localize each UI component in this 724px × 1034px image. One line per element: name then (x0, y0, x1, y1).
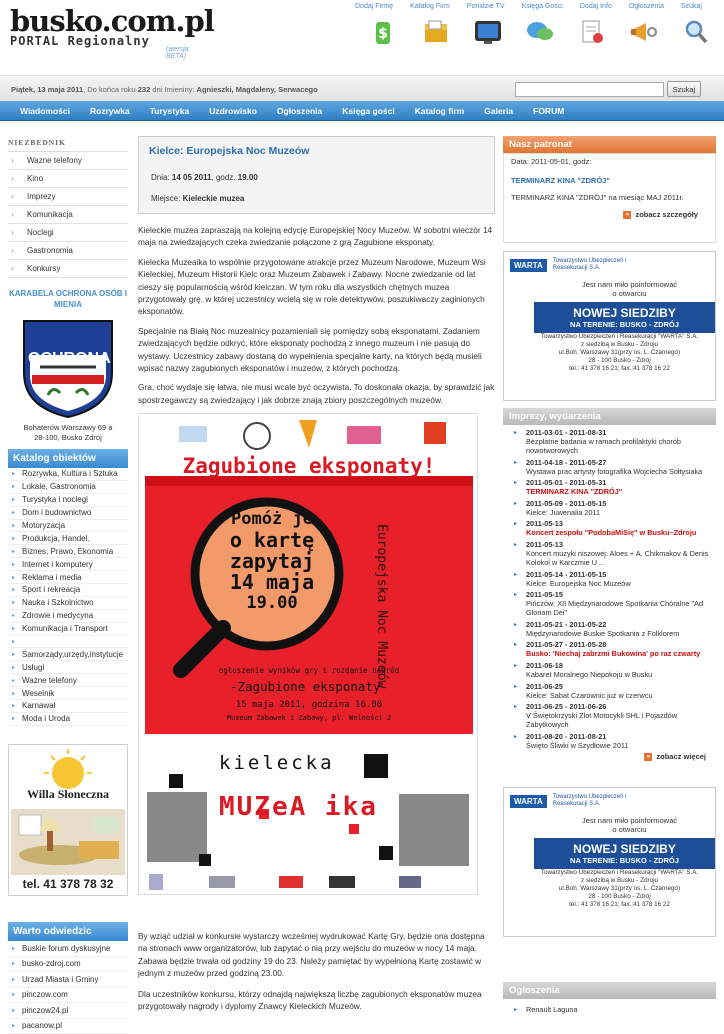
willa-name: Willa Słoneczna (9, 787, 127, 802)
bullet-arrow-icon: ▸ (12, 625, 22, 632)
katalog-item-label: Nauka i Szkolnictwo (22, 598, 94, 607)
katalog-item-label: Internet i komputery (22, 560, 93, 569)
bullet-arrow-icon: ▸ (514, 500, 517, 509)
warta-addr4: 28 - 100 Busko - Zdrój (524, 893, 715, 901)
more-arrow-icon: » (644, 753, 652, 761)
event-text[interactable]: TERMINARZ KINA "ZDRÓJ" (526, 487, 716, 496)
niezbednik-title: NIEZBEDNIK (8, 136, 128, 152)
warto-title: Warto odwiedzic (8, 922, 128, 941)
top-links (355, 3, 724, 10)
warta-logo: WARTA (510, 259, 547, 272)
niezbednik-item[interactable] (8, 170, 128, 188)
article-header (138, 136, 495, 214)
bullet-arrow-icon: ▸ (12, 702, 22, 709)
patron-title: Nasz patronat (503, 136, 716, 153)
katalog-item-label: Zdrowie i medycyna (22, 611, 93, 620)
bullet-arrow-icon: ▸ (12, 664, 22, 671)
bullet-arrow-icon: ▸ (12, 1022, 22, 1029)
bullet-arrow-icon: › (11, 174, 27, 183)
niezbednik-item[interactable] (8, 224, 128, 242)
karabela-address-1: Bohaterów Warszawy 69 a (8, 423, 128, 433)
event-date: 2011-05-15 (526, 590, 716, 599)
poster-headline: Zagubione eksponaty! (139, 454, 478, 478)
katalog-item-label: Produkcja, Handel. (22, 534, 90, 543)
warto-item[interactable] (8, 972, 128, 988)
katalog-item[interactable] (8, 558, 128, 571)
event-item[interactable] (503, 640, 716, 658)
event-item[interactable] (503, 661, 716, 679)
bullet-arrow-icon: ▸ (12, 599, 22, 606)
date-after: dni Imieniny: (150, 85, 196, 94)
willa-phone: tel. 41 378 78 32 (9, 877, 127, 891)
warta-line2: o otwarciu (544, 289, 715, 298)
katalog-item-label: Motoryzacja (22, 521, 65, 530)
niezbednik-item-label: Gastronomia (27, 246, 73, 255)
poster-l1: Pomóż je (207, 509, 337, 530)
poster-kielecka: kielecka (219, 752, 335, 774)
bullet-arrow-icon: ▸ (12, 470, 22, 477)
megaphone-icon[interactable] (624, 16, 664, 48)
ogloszenie-label: Renault Laguna (526, 1005, 716, 1014)
niezbednik-item-label: Kino (27, 174, 43, 183)
event-text[interactable]: Kabaret Moralnego Niepokoju w Busku (526, 670, 716, 679)
top-link[interactable]: Dodaj Firmę (355, 3, 393, 10)
bullet-arrow-icon: ▸ (514, 591, 517, 600)
imprezy-title: Imprezy, wydarzenia (503, 408, 716, 425)
katalog-item-label: Weselnik (22, 689, 54, 698)
bullet-arrow-icon: › (11, 192, 27, 201)
katalog-item-label: Sport i rekreacja (22, 585, 80, 594)
warto-item-label: pinczow.com (22, 990, 68, 999)
top-link[interactable]: Szukaj (681, 3, 702, 10)
katalog-item-label: Reklama i media (22, 573, 82, 582)
katalog-item[interactable] (8, 636, 128, 649)
warta-big2: NA TERENIE: BUSKO - ZDRÓJ (534, 856, 715, 865)
place-value: Kieleckie muzea (183, 194, 245, 203)
warto-box (8, 922, 128, 1034)
karabela-logo-sub: KARABELA (38, 398, 98, 404)
date-label: Dnia: (151, 173, 172, 182)
bullet-arrow-icon: ▸ (12, 651, 22, 658)
event-item[interactable] (503, 499, 716, 517)
bullet-arrow-icon: ▸ (514, 571, 517, 580)
niezbednik-item-label: Imprezy (27, 192, 55, 201)
event-text[interactable]: Wystawa prac artysty fotografika Wojciecha Sołtysiaka (526, 467, 716, 476)
top-link[interactable]: Dodaj Info (580, 3, 612, 10)
warto-item-label: pinczow24.pl (22, 1006, 68, 1015)
article-meta (149, 167, 484, 209)
bullet-arrow-icon: ▸ (12, 690, 22, 697)
warta-header (504, 252, 715, 278)
warta-banner-1[interactable] (503, 251, 716, 401)
bullet-arrow-icon: ▸ (12, 586, 22, 593)
article-body (138, 224, 495, 406)
willa-banner[interactable] (8, 744, 128, 896)
katalog-item[interactable] (8, 700, 128, 713)
logo-beta: (wersja BETA) (166, 46, 189, 60)
more-arrow-icon: » (623, 211, 631, 219)
bullet-arrow-icon: ▸ (514, 429, 517, 438)
katalog-item-label: Usługi (22, 663, 44, 672)
katalog-item[interactable] (8, 494, 128, 507)
event-item[interactable] (503, 458, 716, 476)
imprezy-more-link[interactable] (503, 752, 716, 761)
bullet-arrow-icon: ▸ (12, 715, 22, 722)
niezbednik-item-label: Komunikacja (27, 210, 73, 219)
days-left: 232 (138, 85, 151, 94)
karabela-address-2: 28-100, Busko Zdrój (8, 433, 128, 443)
bullet-arrow-icon: ▸ (514, 662, 517, 671)
main-content (138, 136, 495, 895)
right-column (503, 136, 716, 937)
niezbednik-item-label: Konkursy (27, 264, 60, 273)
event-item[interactable] (503, 570, 716, 588)
logo-main: busko.com.pl (10, 6, 185, 36)
article-paragraph: By wziąć udział w konkursie wystarczy wcześniej wydrukować Kartę Gry, będzie ona dostępna na stronach www organizatorów, lub zapytać o nią przy wejściu do muzeów w nocy 14 maja. Zabawa będzie trwała od godziny 19 do 23. Należy pamiętać by wypełnioną Kartę zostawić w jednym z muzeów przed godziną 23.00. (138, 930, 495, 980)
warto-item-label: Urzad Miasta i Gminy (22, 975, 98, 984)
patron-box (503, 153, 716, 243)
warta-addr2: z siedzibą w Busku - Zdroju (524, 341, 715, 349)
article-footer (138, 930, 495, 1020)
event-item[interactable] (503, 519, 716, 537)
patron-more-label: zobacz szczegóły (635, 210, 698, 219)
event-date: 2011-06-18 (526, 661, 716, 670)
katalog-item-label: Komunikacja i Transport (22, 624, 108, 633)
imprezy-more-label: zobacz więcej (656, 752, 706, 761)
bullet-arrow-icon: ▸ (514, 733, 517, 742)
bullet-arrow-icon: ▸ (514, 520, 517, 529)
bullet-arrow-icon: ▸ (12, 976, 22, 983)
bullet-arrow-icon: ▸ (12, 1007, 22, 1014)
warta-company: Towarzystwo Ubezpieczeń i Reasekuracji S.A. (553, 794, 653, 808)
warta-header (504, 788, 715, 814)
nav-item[interactable]: Galeria (474, 106, 523, 116)
top-link[interactable]: Księga Gości (522, 3, 563, 10)
warta-addr5: tel.: 41 378 16 21; fax.:41 378 16 22 (524, 365, 715, 373)
bullet-arrow-icon: ▸ (514, 1006, 517, 1015)
main-nav (0, 101, 724, 121)
katalog-item[interactable] (8, 687, 128, 700)
warto-item-label: Buskie forum dyskusyjne (22, 944, 110, 953)
date-value: 14 05 2011 (172, 173, 212, 182)
katalog-item-label: Karnawał (22, 701, 55, 710)
event-item[interactable] (503, 682, 716, 700)
event-item[interactable] (503, 702, 716, 729)
event-item[interactable] (503, 540, 716, 567)
patron-event[interactable]: TERMINARZ KINA "ZDRÓJ" (511, 176, 708, 185)
search-button[interactable]: Szukaj (667, 81, 701, 97)
article-title: Kielce: Europejska Noc Muzeów (149, 145, 484, 157)
bullet-arrow-icon: ▸ (12, 509, 22, 516)
event-text[interactable]: Święto Śliwki w Szydłowie 2011 (526, 741, 716, 750)
nav-item[interactable]: Wiadomości (9, 106, 80, 116)
katalog-item[interactable] (8, 507, 128, 520)
event-date: 2011-05-27 - 2011-05-28 (526, 640, 716, 649)
warta-banner-2[interactable] (503, 787, 716, 937)
katalog-item[interactable] (8, 661, 128, 674)
article-paragraph: Kieleckie muzea zapraszają na kolejną edycję Europejskiej Nocy Muzeów. W sobotni wieczór 14 maja na zwiedzających czeka zwiedzanie połączone z grą Zagubione eksponaty. (138, 224, 495, 249)
patron-date: Data: 2011-05-01, godz: (511, 157, 708, 166)
niezbednik-item[interactable] (8, 242, 128, 260)
nav-item[interactable]: FORUM (523, 106, 574, 116)
katalog-item-label: Rozrywka, Kultura i Sztuka (22, 469, 118, 478)
katalog-item-label: Lokale, Gastronomia (22, 482, 96, 491)
add-info-icon[interactable] (572, 16, 612, 48)
event-date: 2011-05-13 (526, 519, 716, 528)
bullet-arrow-icon: ▸ (12, 638, 22, 645)
top-link[interactable]: Ogłoszenia (629, 3, 664, 10)
bullet-arrow-icon: › (11, 246, 27, 255)
katalog-item[interactable] (8, 468, 128, 481)
warta-big2: NA TERENIE: BUSKO - ZDRÓJ (534, 320, 715, 329)
warta-addr1: Towarzystwo Ubezpieczeń i Reasekuracji "WARTA" S.A. (524, 869, 715, 877)
bullet-arrow-icon: ▸ (12, 960, 22, 967)
bullet-arrow-icon: ▸ (514, 621, 517, 630)
poster-muzeaika: MUZeA ika (219, 792, 378, 822)
patron-more-link[interactable] (511, 210, 708, 219)
bullet-arrow-icon: › (11, 210, 27, 219)
toolbar (364, 14, 716, 50)
poster-when: 15 maja 2011, godzina 16.00 (139, 700, 478, 710)
event-date: 2011-05-13 (526, 540, 716, 549)
warta-logo: WARTA (510, 795, 547, 808)
date-day: Piątek, 13 maja 2011 (11, 85, 83, 94)
article-paragraph: Kielecka Muzeaika to wspólnie przygotowane atrakcje przez Muzeum Narodowe, Muzeum Wsi Kieleckiej, Muzeum Historii Kielc oraz Muzeum Zabawek i Zabawy. Nocne zwiedzanie od lat cieszy się popularnością wśród kielczan. W tym roku dla wszystkich chętnych muzea przygotowały grę, w której uczestnicy wcielą się w role detektywów, poszukiwaczy zaginionych eksponatów. (138, 256, 495, 318)
ogloszenia-title: Ogłoszenia (503, 982, 716, 999)
karabela-address (8, 423, 128, 443)
warta-line2: o otwarciu (544, 825, 715, 834)
bullet-arrow-icon: ▸ (514, 541, 517, 550)
poster-l3: zapytaj (207, 551, 337, 572)
bullet-arrow-icon: › (11, 156, 27, 165)
event-item[interactable] (503, 428, 716, 455)
katalog-item[interactable] (8, 597, 128, 610)
event-text[interactable]: Kielce: Europejska Noc Muzeów (526, 579, 716, 588)
warto-item[interactable] (8, 957, 128, 973)
article-paragraph: Gra, choć wydaje się łatwa, nie musi wcale być oczywista. To doskonała okazja, by sprawdzić jak spostrzegawczy są zwiedzający i jak dobrze znają zbiory poszczególnych muzeów. (138, 381, 495, 406)
bullet-arrow-icon: ▸ (12, 483, 22, 490)
katalog-item[interactable] (8, 532, 128, 545)
date-mid: , Do końca roku (83, 85, 138, 94)
tv-icon[interactable] (468, 16, 508, 48)
nav-item[interactable]: Turystyka (140, 106, 200, 116)
top-link[interactable]: Katalog Firm (410, 3, 450, 10)
event-poster (138, 413, 478, 895)
poster-l5: 19.00 (207, 593, 337, 614)
warto-item[interactable] (8, 941, 128, 957)
name-days: Agnieszki, Magdaleny, Serwacego (197, 85, 318, 94)
warta-addr1: Towarzystwo Ubezpieczeń i Reasekuracji "WARTA" S.A. (524, 333, 715, 341)
katalog-item-label: Turystyka i noclegi (22, 495, 88, 504)
niezbednik-item[interactable] (8, 206, 128, 224)
warto-item-label: pacanow.pl (22, 1021, 62, 1030)
event-date: 2011-06-25 (526, 682, 716, 691)
katalog-item[interactable] (8, 520, 128, 533)
warto-item[interactable] (8, 1003, 128, 1019)
katalog-item[interactable] (8, 545, 128, 558)
event-date: 2011-06-25 - 2011-06-26 (526, 702, 716, 711)
bullet-arrow-icon: ▸ (12, 496, 22, 503)
katalog-item[interactable] (8, 481, 128, 494)
event-date: 2011-05-14 - 2011-05-15 (526, 570, 716, 579)
event-date: 2011-08-20 - 2011-08-21 (526, 732, 716, 741)
katalog-item[interactable] (8, 610, 128, 623)
search-icon[interactable] (676, 16, 716, 48)
warta-addr3: ul.Boh. Warszawy 31(przy os. L. Czarnego) (524, 885, 715, 893)
katalog-item[interactable] (8, 648, 128, 661)
svg-text:$: $ (378, 26, 388, 42)
article-date (151, 167, 484, 188)
karabela-logo-text: OCHRONA (28, 350, 108, 368)
event-item[interactable] (503, 590, 716, 617)
warta-big1: NOWEJ SIEDZIBY (534, 306, 715, 320)
event-text[interactable]: Bezpłatne badania w ramach profilaktyki chorób nowotworowych (526, 437, 716, 455)
niezbednik-item[interactable] (8, 188, 128, 206)
warta-headline-block (534, 302, 715, 333)
article-paragraph: Specjalnie na Białą Noc muzealnicy pozamieniali się pomiędzy sobą eksponatami. Zadaniem zwiedzających będzie odkryć, które eksponaty pochodzą z innego muzeum i nie pasują do wystawy. Uczestnicy zabawy dostaną do wypełnienia specjalne karty, na których będą musieli wpisać nazwy zagubionych eksponatów i muzeów, z których pochodzą. (138, 325, 495, 375)
patron-desc: TERMINARZ KINA "ZDRÓJ" na miesiąc MAJ 2011r. (511, 193, 708, 202)
left-column (8, 136, 128, 896)
nav-item[interactable]: Katalog firm (405, 106, 475, 116)
nav-item[interactable]: Rozrywka (80, 106, 140, 116)
niezbednik-item-label: Noclegi (27, 228, 54, 237)
event-item[interactable] (503, 478, 716, 496)
bullet-arrow-icon: ▸ (12, 522, 22, 529)
time-label: , godz. (212, 173, 238, 182)
warta-line1: Jest nam miło poinformować (544, 280, 715, 289)
katalog-item-label: Dom i budownictwo (22, 508, 91, 517)
site-logo[interactable] (10, 6, 185, 58)
event-date: 2011-03-01 - 2011-08-31 (526, 428, 716, 437)
ogloszenia-box (503, 982, 716, 1014)
bullet-arrow-icon: ▸ (12, 991, 22, 998)
nav-item[interactable]: Uzdrowisko (199, 106, 267, 116)
bullet-arrow-icon: ▸ (12, 561, 22, 568)
event-text[interactable]: Kielce: Juwenalia 2011 (526, 508, 716, 517)
katalog-item-label: Samorządy,urzędy,instytucje (22, 650, 123, 659)
event-item[interactable] (503, 732, 716, 750)
katalog-item[interactable] (8, 713, 128, 726)
warta-headline-block (534, 838, 715, 869)
time-value: 19.00 (238, 173, 258, 182)
event-item[interactable] (503, 620, 716, 638)
folder-icon[interactable] (416, 16, 456, 48)
event-text[interactable]: Pińczów: XII Międzynarodowe Spotkania Chóralne "Ad Gloriam Dei" (526, 599, 716, 617)
article-paragraph: Dla uczestników konkursu, którzy odnajdą największą liczbę zagubionych eksponatów muzea przygotowały nagrody i dyplomy Znawcy Kieleckich Muzeów. (138, 988, 495, 1013)
logo-sub: PORTAL Regionalny (10, 34, 185, 48)
warta-company: Towarzystwo Ubezpieczeń i Reasekuracji S.A. (553, 258, 653, 272)
bullet-arrow-icon: ▸ (12, 677, 22, 684)
search-input[interactable] (515, 82, 664, 97)
article-place (151, 188, 484, 209)
katalog-item-label: Ważne telefony (22, 676, 77, 685)
warto-item-label: busko-zdroj.com (22, 959, 81, 968)
poster-vertical: Europejska Noc Muzeów (374, 524, 389, 704)
bullet-arrow-icon: ▸ (12, 535, 22, 542)
bullet-arrow-icon: ▸ (12, 574, 22, 581)
event-date: 2011-05-01 - 2011-05-31 (526, 478, 716, 487)
guestbook-icon[interactable] (520, 16, 560, 48)
place-label: Miejsce: (151, 194, 183, 203)
poster-title2: -Zagubione eksponaty- (139, 679, 478, 694)
niezbednik-item[interactable] (8, 152, 128, 170)
katalog-item-label: Moda i Uroda (22, 714, 70, 723)
niezbednik-item-label: Wazne telefony (27, 156, 82, 165)
date-line (11, 85, 318, 94)
warta-addr3: ul.Boh. Warszawy 31(przy os. L. Czarnego) (524, 349, 715, 357)
event-text[interactable]: Busko: 'Niechaj zabrzmi Bukowina' po raz czwarty (526, 649, 716, 658)
nav-item[interactable]: Ogłoszenia (267, 106, 332, 116)
poster-announce: ogłoszenie wyników gry i rozdanie nagród (139, 666, 478, 675)
poster-where: Muzeum Zabawek i Zabawy, pl. Wolności 2 (139, 714, 478, 722)
bullet-arrow-icon: ▸ (12, 612, 22, 619)
bullet-arrow-icon: ▸ (514, 479, 517, 488)
bullet-arrow-icon: ▸ (12, 548, 22, 555)
karabela-title[interactable]: KARABELA OCHRONA OSÓB I MIENIA (8, 288, 128, 310)
katalog-title: Katalog obiektów (8, 449, 128, 468)
top-link[interactable]: Ponidzie TV (467, 3, 505, 10)
warta-line1: Jest nam miło poinformować (544, 816, 715, 825)
warto-item[interactable] (8, 988, 128, 1004)
bullet-arrow-icon: ▸ (12, 945, 22, 952)
event-text[interactable]: Koncert muzyki niszowej: Aloes + A. Chikmakov & Denis Kolokol w Karczmie U ... (526, 549, 716, 567)
event-date: 2011-05-21 - 2011-05-22 (526, 620, 716, 629)
bullet-arrow-icon: › (11, 264, 27, 273)
katalog-item-label: Biznes, Prawo, Ekonomia (22, 547, 113, 556)
nav-item[interactable]: Księga gości (332, 106, 404, 116)
event-date: 2011-05-09 - 2011-05-15 (526, 499, 716, 508)
bullet-arrow-icon: ▸ (514, 703, 517, 712)
event-text[interactable]: V Świętokrzyski Zlot Motocykli SHL i Pojazdów Zabytkowych (526, 711, 716, 729)
warta-big1: NOWEJ SIEDZIBY (534, 842, 715, 856)
poster-center (207, 509, 337, 614)
bullet-arrow-icon: ▸ (514, 641, 517, 650)
katalog-item[interactable] (8, 571, 128, 584)
event-date: 2011-04-18 - 2011-05-27 (526, 458, 716, 467)
warta-addr2: z siedzibą w Busku - Zdroju (524, 877, 715, 885)
warto-item[interactable] (8, 1019, 128, 1034)
niezbednik-item[interactable] (8, 260, 128, 278)
bullet-arrow-icon: › (11, 228, 27, 237)
poster-l2: o kartę (207, 530, 337, 551)
katalog-item[interactable] (8, 584, 128, 597)
bullet-arrow-icon: ▸ (514, 459, 517, 468)
katalog-item[interactable] (8, 674, 128, 687)
katalog-item[interactable] (8, 623, 128, 636)
event-text[interactable]: Kielce: Sabat Czarownic już w czerwcu (526, 691, 716, 700)
bullet-arrow-icon: ▸ (514, 683, 517, 692)
warta-addr5: tel.: 41 378 16 21; fax.:41 378 16 22 (524, 901, 715, 909)
warta-addr4: 28 - 100 Busko - Zdrój (524, 357, 715, 365)
event-text[interactable]: Koncert zespołu "PodobaMiSię" w Busku–Zdroju (526, 528, 716, 537)
ogloszenie-item[interactable] (503, 1005, 716, 1014)
event-text[interactable]: Międzynarodowe Buskie Spotkania z Folklorem (526, 629, 716, 638)
poster-l4: 14 maja (207, 572, 337, 593)
poster-announce-block (139, 666, 478, 722)
money-icon[interactable] (364, 16, 404, 48)
